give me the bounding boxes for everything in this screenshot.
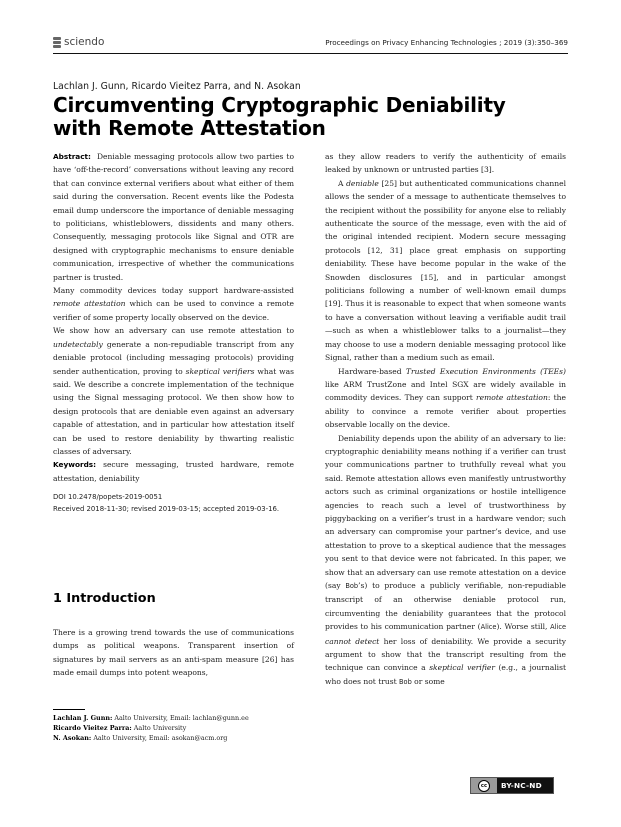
license-badge[interactable]	[470, 777, 554, 794]
name-bob: Bob	[345, 582, 359, 590]
keywords: Keywords: secure messaging, trusted hardware, remote attestation, deniability	[53, 460, 294, 483]
license-label: BY-NC-ND	[501, 781, 542, 790]
sciendo-logo-icon	[53, 37, 61, 48]
footnote-author-1: Lachlan J. Gunn: Aalto University, Email: lachlan@gunn.ee	[53, 714, 249, 722]
submission-dates: Received 2018-11-30; revised 2019-03-15; accepted 2019-03-16.	[53, 505, 280, 514]
abstract-label: Abstract:	[53, 152, 91, 161]
keywords-label: Keywords:	[53, 460, 97, 470]
journal-citation: Proceedings on Privacy Enhancing Technologies ; 2019 (3):350–369	[325, 38, 568, 47]
paper-title	[53, 94, 573, 140]
intro-paragraph: There is a growing trend towards the use of communications dumps as political weapons. Transparent insertion of signatures by mail servers as an anti-spam measure [26] has made email dumps into potent weapons,	[53, 628, 294, 678]
doi-link[interactable]: DOI 10.2478/popets-2019-0051	[53, 493, 163, 502]
name-alice: Alice	[480, 623, 497, 632]
section-heading-introduction: 1 Introduction	[53, 591, 156, 606]
body-paragraph-2: A deniable [25] but authenticated communications channel allows the sender of a message to authenticate themselves to the recipient without the possibility for anyone else to reliably authenticate the source of the message, even with the aid of the original intended recipient. Modern secure messaging protocols [12, 31] place great emphasis on supporting deniability. These have become popular in the wake of the Snowden disclosures [15], and in particular amongst politicians following a number of well-known email dumps [19]. Thus it is reasonable to expect that when someone wants to have a conversation without leaving a verifiable audit trail—such as when a whistleblower talks to a journalist—they may choose to use a modern deniable messaging protocol like Signal, rather than a medium such as email.	[325, 178, 566, 363]
abstract-paragraph-3: We show how an adversary can use remote attestation to undetectably generate a non-repudiable transcript from any deniable protocol (including messaging protocols) providing sender authentication, proving to skeptical verifiers what was said. We describe a concrete implementation of the technique using the Signal messaging protocol. We then show how to design protocols that are deniable even against an adversary capable of attestation, and in particular how attestation itself can be used to restore deniability by thwarting realistic classes of adversary.	[53, 326, 294, 456]
abstract-column	[53, 150, 294, 515]
abstract-paragraph-1: Abstract: Deniable messaging protocols allow two parties to have ‘off-the-record’ conversations without leaving any record that can convince external verifiers about what either of them said during the conversation. Recent events like the Podesta email dump underscore the importance of deniable messaging to politicians, whistleblowers, dissidents and many others. Consequently, messaging protocols like Signal and OTR are designed with cryptographic mechanisms to ensure deniable communication, irrespective of whether the communications partner is trusted.	[53, 152, 294, 282]
body-paragraph-4: Deniability depends upon the ability of an adversary to lie: cryptographic deniability means nothing if a verifier can trust your communications partner to truthfully reveal what you said. Remote attestation allows even manifestly untrustworthy actors such as criminal organizations or hostile intelligence agencies to reach such a level of trustworthiness by piggybacking on a verifier’s trust in a hardware vendor; such an adversary can compromise your partner’s device, and use attestation to prove to a skeptical audience that the messages you sent to that device were not fabricated. In this paper, we show that an adversary can use remote attestation on a device (say Bob’s) to produce a publicly verifiable, non-repudiable transcript of an otherwise deniable protocol run, circumventing the deniability guarantees that the protocol provides to his communication partner (Alice). Worse still, Alice cannot detect her loss of deniability. We provide a security argument to show that the transcript resulting from the technique can convince a skeptical verifier (e.g., a journalist who does not trust Bob or some	[325, 433, 566, 686]
publisher-logo	[53, 36, 104, 48]
footnote-author-3: N. Asokan: Aalto University, Email: asokan@acm.org	[53, 734, 228, 742]
abstract-paragraph-2: Many commodity devices today support hardware-assisted remote attestation which can be used to convince a remote verifier of some property locally observed on the device.	[53, 286, 295, 322]
author-footnotes	[53, 713, 303, 743]
publisher-name: sciendo	[64, 36, 105, 48]
body-paragraph-1: as they allow readers to verify the authenticity of emails leaked by unknown or untrusted parties [3].	[325, 152, 566, 175]
footnote-author-2: Ricardo Vieitez Parra: Aalto University	[53, 724, 187, 732]
title-line-1: Circumventing Cryptographic Deniability	[53, 93, 506, 117]
footnote-rule	[53, 709, 85, 710]
page-header	[53, 36, 568, 54]
body-right-column	[325, 150, 566, 689]
creative-commons-icon: cc	[478, 780, 490, 792]
body-paragraph-3: Hardware-based Trusted Execution Environments (TEEs) like ARM TrustZone and Intel SGX are widely available in commodity devices. They can support remote attestation: the ability to convince a remote verifier about properties observable locally on the device.	[325, 366, 566, 430]
author-list: Lachlan J. Gunn, Ricardo Vieitez Parra, and N. Asokan	[53, 81, 301, 92]
title-line-2: with Remote Attestation	[53, 116, 326, 140]
